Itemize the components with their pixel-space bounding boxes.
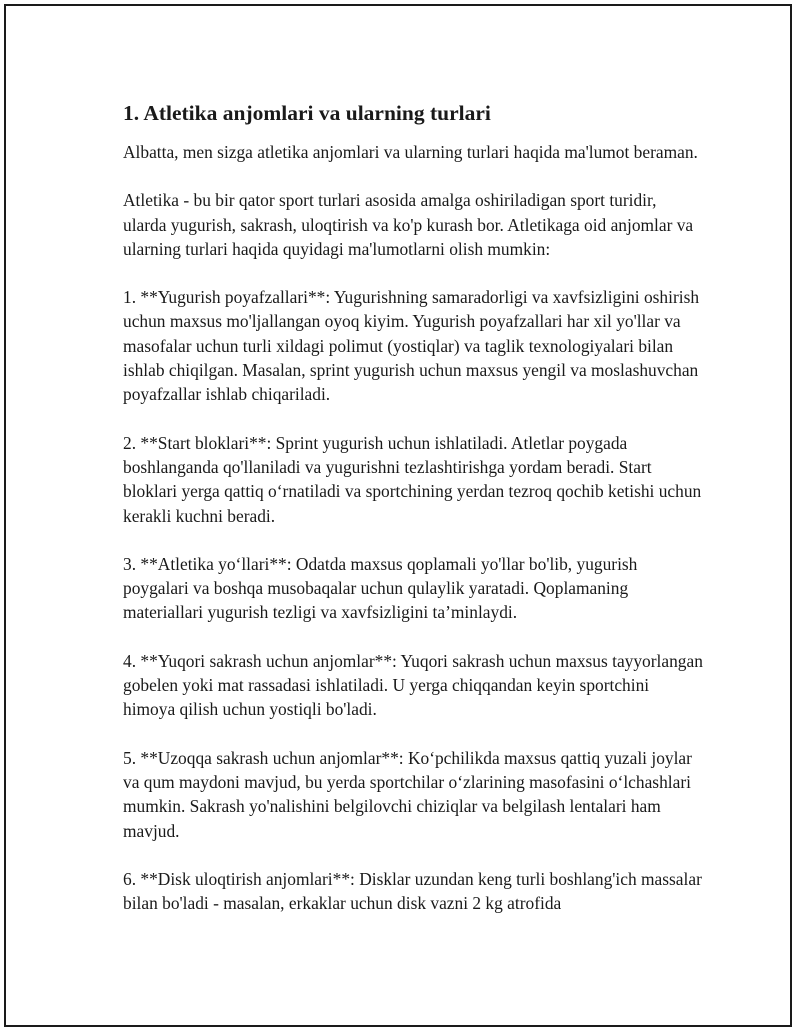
paragraph-item-5: 5. **Uzoqqa sakrash uchun anjomlar**: Ko‘pchilikda maxsus qattiq yuzali joylar va qum maydoni mavjud, bu yerda sportchilar o‘zlarining masofasini o‘lchashlari mumkin. Sakrash yo'nalishini belgilovchi chiziqlar va belgilash lentalari ham mavjud. (123, 747, 692, 841)
paragraph-intro: Albatta, men sizga atletika anjomlari va ularning turlari haqida ma'lumot beraman. (123, 142, 698, 162)
document-title: 1. Atletika anjomlari va ularning turlari (123, 101, 491, 125)
document-body (123, 98, 703, 915)
paragraph-item-6: 6. **Disk uloqtirish anjomlari**: Disklar uzundan keng turli boshlang'ich massalar bilan bo'ladi - masalan, erkaklar uchun disk vazni 2 kg atrofida (123, 868, 702, 914)
paragraph-item-4: 4. **Yuqori sakrash uchun anjomlar**: Yuqori sakrash uchun maxsus tayyorlangan gobelen yoki mat rassadasi ishlatiladi. U yerga chiqqandan keyin sportchini himoya qilish uchun yostiqli bo'ladi. (123, 650, 703, 720)
paragraph-overview: Atletika - bu bir qator sport turlari asosida amalga oshiriladigan sport turidir, ularda yugurish, sakrash, uloqtirish va ko'p kurash bor. Atletikaga oid anjomlar va ularning turlari haqida quyidagi ma'lumotlarni olish mumkin: (123, 190, 694, 259)
paragraph-item-1: 1. **Yugurish poyafzallari**: Yugurishning samaradorligi va xavfsizligini oshirish uchun maxsus mo'ljallangan oyoq kiyim. Yugurish poyafzallari har xil yo'llar va masofalar uchun turli xildagi polimut (yostiqlar) va taglik texnologiyalari bilan ishlab chiqilgan. Masalan, sprint yugurish uchun maxsus yengil va moslashuvchan poyafzallar ishlab chiqariladi. (123, 287, 700, 405)
paragraph-item-2: 2. **Start bloklari**: Sprint yugurish uchun ishlatiladi. Atletlar poygada boshlanganda qo'llaniladi va yugurishni tezlashtirishga yordam beradi. Start bloklari yerga qattiq o‘rnatiladi va sportchining yerdan tezroq qochib ketishi uchun kerakli kuchni beradi. (123, 432, 702, 526)
paragraph-item-3: 3. **Atletika yo‘llari**: Odatda maxsus qoplamali yo'llar bo'lib, yugurish poygalari va boshqa musobaqalar uchun qulaylik yaratadi. Qoplamaning materiallari yugurish tezligi va xavfsizligini ta’minlaydi. (123, 553, 638, 623)
page-frame (4, 4, 792, 1027)
